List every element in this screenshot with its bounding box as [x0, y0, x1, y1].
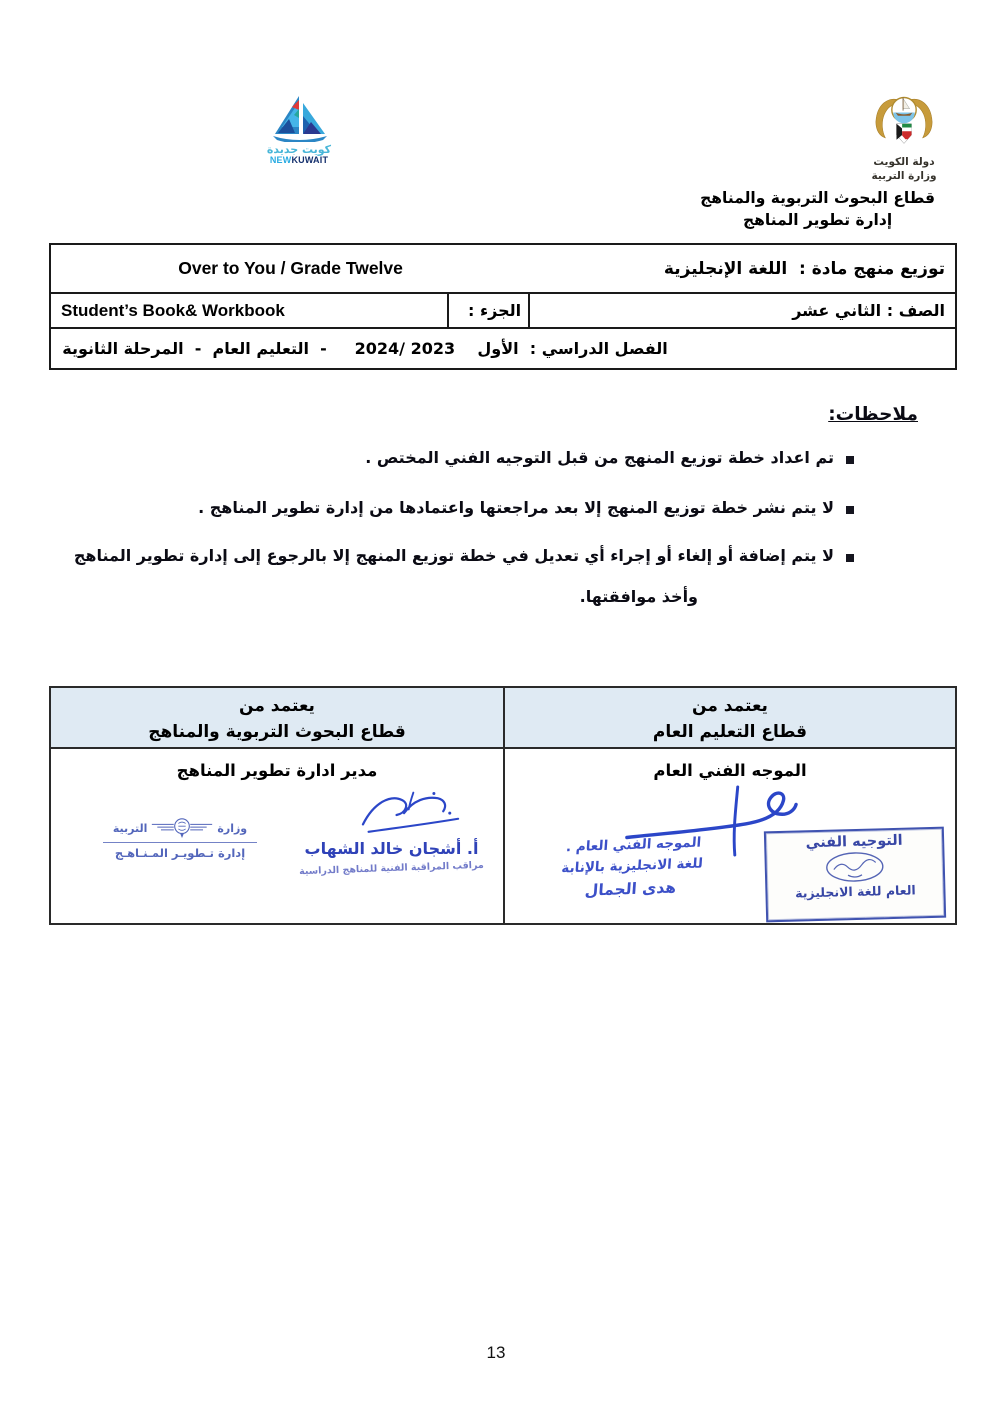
approval-header-research-sector: [51, 688, 503, 749]
notes-title: ملاحظات:: [828, 404, 918, 425]
info-row-semester: [51, 327, 955, 368]
emblem-caption: [866, 155, 942, 183]
page-number: 13: [486, 1343, 506, 1362]
role-curricula-director: مدير ادارة تطوير المناهج: [176, 761, 378, 780]
approval-col-general-education: [503, 688, 955, 923]
approval-header-line1: يعتمد من: [239, 696, 315, 716]
approval-header-line1: يعتمد من: [692, 696, 768, 716]
grade-cell: الصف : الثاني عشر: [792, 301, 945, 320]
new-kuwait-latin-label: NEWKUWAIT: [269, 155, 329, 165]
approval-table: [49, 686, 957, 925]
sector-line2: إدارة تطوير المناهج: [743, 211, 893, 230]
note-item-1: [365, 448, 854, 467]
note-text-3: لا يتم إضافة أو إلغاء أو إجراء أي تعديل في خطة توزيع المنهج إلا بالرجوع إلى إدارة تطوير المناهج: [73, 546, 834, 565]
note-text-3-continuation: وأخذ موافقتها.: [579, 587, 698, 606]
stamp-oval-emblem-icon: [823, 850, 886, 884]
approval-body-research-sector: [51, 749, 503, 923]
sector-header: [700, 187, 935, 232]
ministry-stamp-word-right: وزارة: [217, 821, 248, 835]
new-kuwait-logo: [261, 92, 337, 176]
semester-line: الفصل الدراسي : الأول 2023 /2024 - التعليم العام - المرحلة الثانوية: [62, 339, 668, 358]
english-guidance-stamp: [764, 827, 946, 923]
emblem-caption-line1: دولة الكويت: [873, 156, 935, 168]
ministry-emblem-block: [866, 90, 942, 183]
curriculum-info-table: [49, 243, 957, 370]
handwritten-line3: هدى الجمال: [584, 878, 677, 900]
handwritten-line1: الموجه الفني العام .: [565, 834, 702, 856]
bullet-square-icon: [846, 554, 854, 562]
info-row-grade: [51, 292, 955, 327]
emblem-caption-line2: وزارة التربية: [871, 170, 937, 183]
approval-col-research-sector: [51, 688, 503, 923]
role-general-supervisor: الموجه الفني العام: [653, 761, 807, 780]
note-text-2: لا يتم نشر خطة توزيع المنهج إلا بعد مراجعتها واعتمادها من إدارة تطوير المناهج .: [198, 498, 834, 517]
book-cell: Student’s Book& Workbook: [61, 300, 285, 320]
signature-director-icon: [349, 787, 474, 843]
kuwait-state-emblem-icon: [871, 90, 937, 150]
note-item-3: [74, 546, 854, 565]
new-kuwait-sailboat-icon: [268, 92, 330, 142]
approval-body-general-education: [505, 749, 955, 923]
new-kuwait-arabic-label: كويت جديدة: [266, 143, 332, 156]
ministry-stamp-department: إدارة تـطويـر المـنـاهـج: [103, 842, 257, 860]
ministry-round-stamp: [103, 815, 257, 860]
approval-header-line2: قطاع التعليم العام: [652, 722, 808, 743]
stamp-top-text: التوجيه الفني: [805, 832, 903, 852]
part-label-cell: الجزء :: [447, 294, 530, 327]
winged-emblem-icon: [150, 815, 214, 841]
subject-title-english: Over to You / Grade Twelve: [178, 258, 403, 278]
ministry-stamp-wings-row: [103, 815, 257, 841]
name-stamp-subtitle: مراقب المراقبة الفنية للمناهج الدراسية: [299, 859, 484, 878]
approval-header-line2: قطاع البحوث التربوية والمناهج: [148, 722, 406, 743]
stamp-bottom-text: العام للغة الانجليزية: [794, 882, 916, 901]
name-stamp-text: أ. أشجان خالد الشهاب: [304, 839, 479, 858]
subject-title-arabic: توزيع منهج مادة : اللغة الإنجليزية: [663, 258, 945, 279]
sector-line1: قطاع البحوث التربوية والمناهج: [700, 189, 935, 207]
bullet-square-icon: [846, 506, 854, 514]
ministry-stamp-word-left: التربية: [112, 821, 148, 835]
info-row-subject: [51, 245, 955, 292]
note-item-2: [198, 498, 854, 517]
handwritten-line2: للغة الانجليزية بالإنابة: [560, 855, 704, 877]
bullet-square-icon: [846, 456, 854, 464]
note-text-1: تم اعداد خطة توزيع المنهج من قبل التوجيه الفني المختص .: [365, 448, 834, 467]
handwritten-note: [521, 831, 743, 905]
approval-header-general-education: [505, 688, 955, 749]
